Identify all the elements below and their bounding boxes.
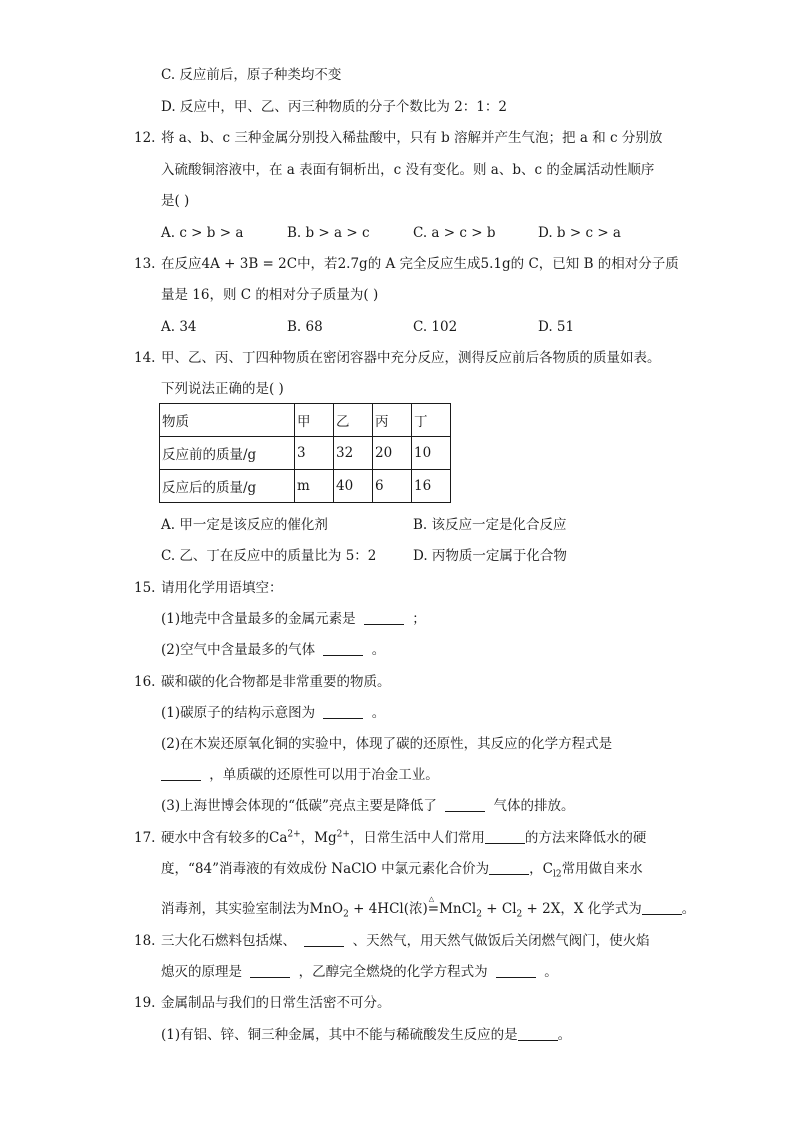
eq-subscript: 2 (343, 909, 349, 920)
q15-sub2-end: 。 (371, 642, 386, 658)
q16-stem: 碳和碳的化合物都是非常重要的物质。 (161, 674, 391, 690)
q11-option-c: C. 反应前后，原子种类均不变 (161, 67, 342, 83)
mass-table (159, 403, 451, 503)
table-cell: 10 (412, 437, 451, 470)
q13-option-c: C. 102 (413, 319, 458, 335)
q17-line3 (161, 895, 696, 920)
q14-option-b: B. 该反应一定是化合反应 (413, 517, 567, 533)
table-cell: 16 (412, 470, 451, 503)
q12-option-a: A. c > b > a (161, 225, 244, 241)
ion-symbol: Ca (269, 830, 288, 846)
q14-option-c: C. 乙、丁在反应中的质量比为 5：2 (161, 548, 377, 564)
q18-text-b: 、天然气，用天然气做饭后关闭燃气阀门，使火焰 (352, 933, 650, 949)
q18-line2 (161, 963, 558, 981)
q18-number: 18. (134, 933, 156, 949)
magnesium-ion (314, 830, 350, 846)
q17-number: 17. (134, 830, 156, 846)
q19-sub1 (161, 1026, 571, 1044)
answer-blank[interactable] (485, 829, 525, 844)
q15-sub1-text: (1)地壳中含量最多的金属元素是 (161, 611, 356, 627)
q13-option-d: D. 51 (538, 319, 575, 335)
table-row (160, 437, 451, 470)
q16-sub2-cont (161, 766, 439, 784)
table-cell: 甲 (295, 404, 334, 437)
q19-sub1-end: 。 (557, 1027, 572, 1043)
table-cell: 3 (295, 437, 334, 470)
q17-text-d: 度，“84”消毒液的有效成份 NaClO 中氯元素化合价为 (161, 861, 490, 877)
q16-sub2-cont-text: ，单质碳的还原性可以用于冶金工业。 (209, 767, 439, 783)
ion-charge: 2+ (287, 829, 301, 840)
table-cell: 6 (373, 470, 412, 503)
q17-text-f: 常用做自来水 (561, 861, 643, 877)
table-cell: 反应后的质量/g (160, 470, 295, 503)
q15-stem: 请用化学用语填空： (161, 580, 283, 596)
eq-term: MnO (309, 901, 344, 917)
q17-text-a: 硬水中含有较多的 (161, 830, 269, 846)
answer-blank[interactable] (161, 766, 201, 781)
q13-equation: 4A + 3B = 2C (201, 256, 298, 272)
q12-number: 12. (134, 130, 156, 146)
table-cell: 40 (334, 470, 373, 503)
q12-stem-line2: 入硫酸铜溶液中，在 a 表面有铜析出，c 没有变化。则 a、b、c 的金属活动性顺序 (161, 162, 655, 178)
q15-sub2 (161, 641, 385, 659)
q13-mass-c: 5.1g (480, 256, 511, 272)
q17-text-g: 消毒剂，其实验室制法为 (161, 901, 310, 917)
q19-stem: 金属制品与我们的日常生活密不可分。 (161, 995, 391, 1011)
q19-sub1-text: (1)有铝、锌、铜三种金属，其中不能与稀硫酸发生反应的是 (161, 1027, 518, 1043)
table-header-row (160, 404, 451, 437)
answer-blank[interactable] (323, 641, 363, 656)
table-cell: m (295, 470, 334, 503)
ion-charge: 2+ (336, 829, 350, 840)
eq-term: + 2X (522, 901, 561, 917)
q17-text-e: ，C (529, 861, 553, 877)
table-cell: 丙 (373, 404, 412, 437)
answer-blank[interactable] (642, 900, 682, 915)
answer-blank[interactable] (496, 963, 536, 978)
q17-text-c: 的方法来降低水的硬 (524, 830, 647, 846)
table-cell: 乙 (334, 404, 373, 437)
q16-sub1-end: 。 (371, 705, 386, 721)
q13-stem-line2: 量是 16，则 C 的相对分子质量为( ) (161, 287, 379, 303)
ion-symbol: Mg (314, 830, 337, 846)
q15-sub1-end: ； (412, 611, 426, 627)
q17-text-b: ，日常生活中人们常用 (349, 830, 485, 846)
q14-option-a: A. 甲一定是该反应的催化剂 (161, 517, 328, 533)
answer-blank[interactable] (364, 610, 404, 625)
table-row (160, 470, 451, 503)
q14-stem-line2: 下列说法正确的是( ) (161, 381, 284, 397)
eq-term: + 4HCl(浓) (348, 901, 428, 917)
q15-sub2-text: (2)空气中含量最多的气体 (161, 642, 316, 658)
q16-sub1-text: (1)碳原子的结构示意图为 (161, 705, 316, 721)
answer-blank[interactable] (323, 704, 363, 719)
q17-line2 (161, 860, 643, 878)
q17-text-h: ，X 化学式为 (560, 901, 642, 917)
answer-blank[interactable] (250, 963, 290, 978)
q13-option-b: B. 68 (287, 319, 323, 335)
q18-text-d: ，乙醇完全燃烧的化学方程式为 (298, 964, 488, 980)
q13-text-b: 中，若 (297, 256, 338, 272)
answer-blank[interactable] (304, 932, 344, 947)
q14-option-d: D. 丙物质一定属于化合物 (413, 548, 567, 564)
q16-sub3 (161, 797, 575, 815)
calcium-ion (269, 830, 301, 846)
q13-option-a: A. 34 (161, 319, 197, 335)
q17-line1 (161, 829, 646, 847)
q14-number: 14. (134, 350, 156, 366)
q17-comma: ， (300, 830, 315, 846)
q13-text-c: 的 A 完全反应生成 (367, 256, 481, 272)
reaction-arrow (427, 895, 440, 918)
q18-text-end: 。 (544, 964, 558, 980)
q18-line1 (161, 932, 650, 950)
table-cell: 反应前的质量/g (160, 437, 295, 470)
q19-number: 19. (134, 995, 156, 1011)
q16-sub3-text: (3)上海世博会体现的“低碳”亮点主要是降低了 (161, 798, 437, 814)
eq-term: + Cl (481, 901, 517, 917)
q17-cl2-sub: l2 (552, 869, 562, 880)
chemical-equation (309, 895, 561, 920)
q11-option-d: D. 反应中，甲、乙、丙三种物质的分子个数比为 2：1：2 (161, 99, 507, 115)
heat-symbol: △ (428, 895, 435, 903)
eq-subscript: 2 (516, 909, 523, 920)
table-cell: 20 (373, 437, 412, 470)
answer-blank[interactable] (445, 797, 485, 812)
q17-text-end: 。 (681, 901, 696, 917)
q15-sub1 (161, 610, 426, 628)
table-cell: 32 (334, 437, 373, 470)
q16-number: 16. (134, 674, 156, 690)
q18-text-c: 熄灭的原理是 (161, 964, 242, 980)
table-cell: 丁 (412, 404, 451, 437)
q14-stem-line1: 甲、乙、丙、丁四种物质在密闭容器中充分反应，测得反应前后各物质的质量如表。 (161, 350, 661, 366)
q12-stem-line1: 将 a、b、c 三种金属分别投入稀盐酸中，只有 b 溶解并产生气泡；把 a 和 c 分别放 (161, 130, 663, 146)
q12-stem-line3: 是( ) (161, 193, 190, 209)
q18-text-a: 三大化石燃料包括煤、 (161, 933, 296, 949)
answer-blank[interactable] (518, 1026, 558, 1041)
q16-sub3-end: 气体的排放。 (493, 798, 575, 814)
eq-term: MnCl (439, 901, 477, 917)
table-cell: 物质 (160, 404, 295, 437)
q16-sub1 (161, 704, 385, 722)
q13-number: 13. (134, 256, 156, 272)
q13-text-a: 在反应 (161, 256, 202, 272)
q12-option-c: C. a > c > b (413, 225, 496, 241)
q13-stem-line1 (161, 255, 679, 273)
equals-sign: = (427, 901, 440, 917)
q13-text-d: 的 C，已知 B 的相对分子质 (510, 256, 679, 272)
q12-option-d: D. b > c > a (538, 225, 621, 241)
q12-option-b: B. b > a > c (287, 225, 370, 241)
q13-mass-a: 2.7g (337, 256, 368, 272)
q15-number: 15. (134, 580, 156, 596)
answer-blank[interactable] (489, 860, 529, 875)
q16-sub2: (2)在木炭还原氧化铜的实验中，体现了碳的还原性，其反应的化学方程式是 (161, 736, 613, 752)
eq-subscript: 2 (476, 909, 482, 920)
